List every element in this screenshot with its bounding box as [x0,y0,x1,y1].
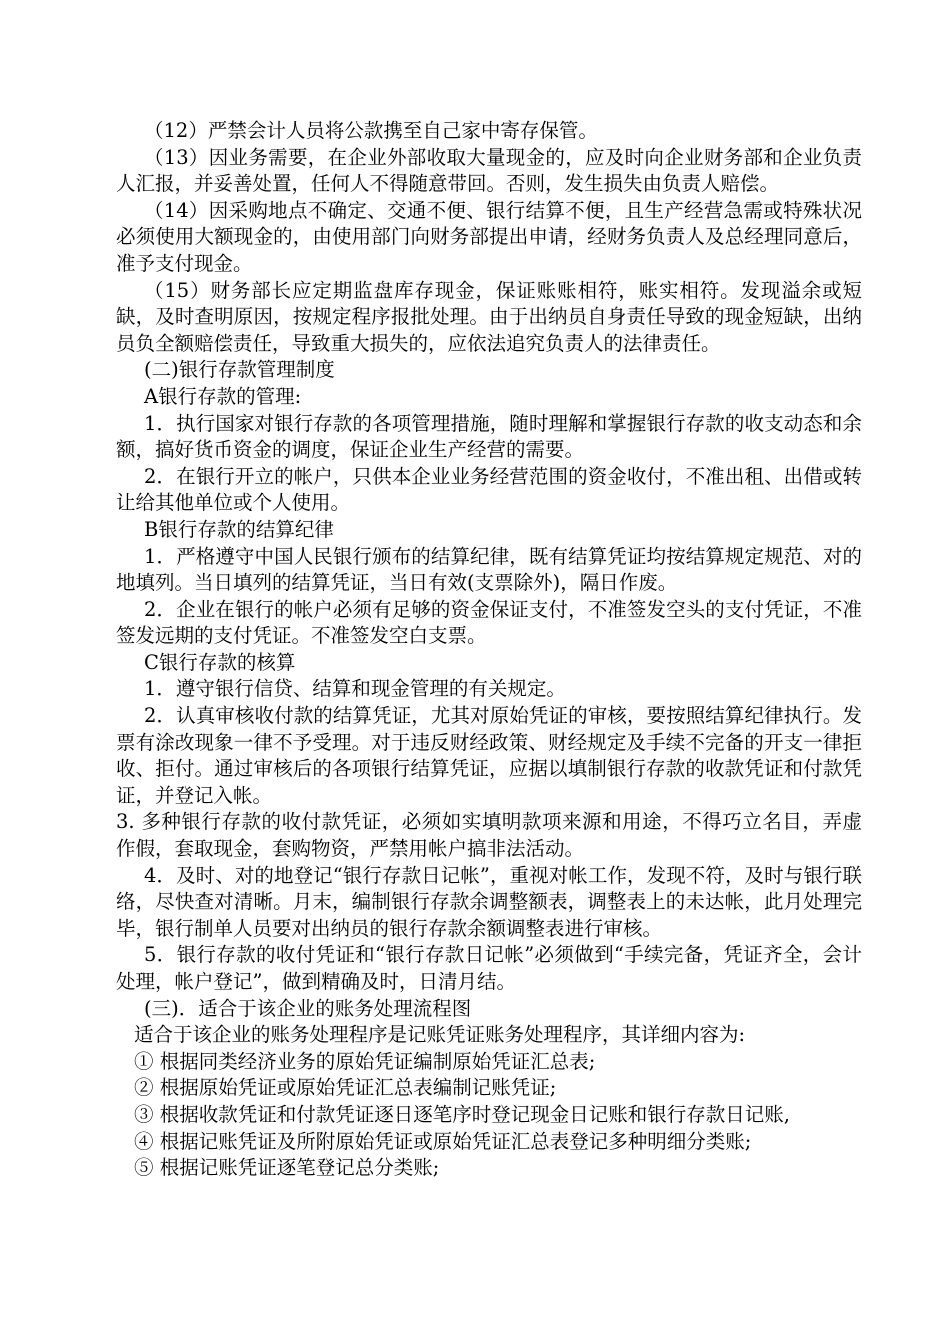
list-item-step-1: ① 根据同类经济业务的原始凭证编制原始凭证汇总表; [134,1049,596,1073]
subheading-c-accounting: C银行存款的核算 [144,650,296,674]
list-item-step-4: ④ 根据记账凭证及所附原始凭证或原始凭证汇总表登记多种明细分类账; [134,1129,752,1153]
paragraph-c-2: 2．认真审核收付款的结算凭证，尤其对原始凭证的审核，要按照结算纪律执行。发票有涂改现象一律不予受理。对于违反财经政策、财经规定及手续不完备的开支一律拒收、拒付。通过审核后的各项银行结算凭证，应据以填制银行存款的收款凭证和付款凭证，并登记入帐。 [116,704,862,807]
section-heading-process-flow: (三)．适合于该企业的账务处理流程图 [144,996,472,1020]
paragraph-item-13: （13）因业务需要，在企业外部收取大量现金的，应及时向企业财务部和企业负责人汇报，并妥善处置，任何人不得随意带回。否则，发生损失由负责人赔偿。 [116,145,862,196]
subheading-b-settlement: B银行存款的结算纪律 [144,517,334,541]
paragraph-c-1: 1．遵守银行信贷、结算和现金管理的有关规定。 [144,677,566,701]
paragraph-a-1: 1．执行国家对银行存款的各项管理措施，随时理解和掌握银行存款的收支动态和余额，搞好货币资金的调度，保证企业生产经营的需要。 [116,411,862,462]
paragraph-item-14: （14）因采购地点不确定、交通不便、银行结算不便，且生产经营急需或特殊状况必须使用大额现金的，由使用部门向财务部提出申请，经财务负责人及总经理同意后，准予支付现金。 [116,198,862,275]
paragraph-a-2: 2．在银行开立的帐户，只供本企业业务经营范围的资金收付，不准出租、出借或转让给其他单位或个人使用。 [116,464,862,515]
list-item-step-3: ③ 根据收款凭证和付款凭证逐日逐笔序时登记现金日记账和银行存款日记账, [134,1102,790,1126]
list-item-step-2: ② 根据原始凭证或原始凭证汇总表编制记账凭证; [134,1076,557,1100]
paragraph-c-3: 3. 多种银行存款的收付款凭证，必须如实填明款项来源和用途，不得巧立名目，弄虚作假，套取现金，套购物资，严禁用帐户搞非法活动。 [116,810,862,861]
section-heading-bank-deposit: (二)银行存款管理制度 [144,358,335,382]
document-body [116,118,862,1182]
list-item-step-5: ⑤ 根据记账凭证逐笔登记总分类账; [134,1156,440,1180]
paragraph-c-5: 5．银行存款的收付凭证和“银行存款日记帐”必须做到“手续完备，凭证齐全，会计处理，帐户登记”，做到精确及时，日清月结。 [116,943,862,993]
paragraph-b-1: 1．严格遵守中国人民银行颁布的结算纪律，既有结算凭证均按结算规定规范、对的地填列。当日填列的结算凭证，当日有效(支票除外)，隔日作废。 [116,544,862,595]
paragraph-process-intro: 适合于该企业的账务处理程序是记账凭证账务处理程序，其详细内容为: [134,1023,746,1047]
paragraph-b-2: 2．企业在银行的帐户必须有足够的资金保证支付，不准签发空头的支付凭证，不准签发远期的支付凭证。不准签发空白支票。 [116,597,862,648]
paragraph-item-15: （15）财务部长应定期监盘库存现金，保证账账相符，账实相符。发现溢余或短缺，及时查明原因，按规定程序报批处理。由于出纳员自身责任导致的现金短缺，出纳员负全额赔偿责任，导致重大损失的，应依法追究负责人的法律责任。 [116,278,862,355]
subheading-a-management: A银行存款的管理: [144,384,302,408]
paragraph-c-4: 4．及时、对的地登记“银行存款日记帐”，重视对帐工作，发现不符，及时与银行联络，尽快查对清晰。月末，编制银行存款余调整额表，调整表上的未达帐，此月处理完毕，银行制单人员要对出纳员的银行存款余额调整表进行审核。 [116,863,862,940]
paragraph-item-12: （12）严禁会计人员将公款携至自己家中寄存保管。 [144,119,598,142]
